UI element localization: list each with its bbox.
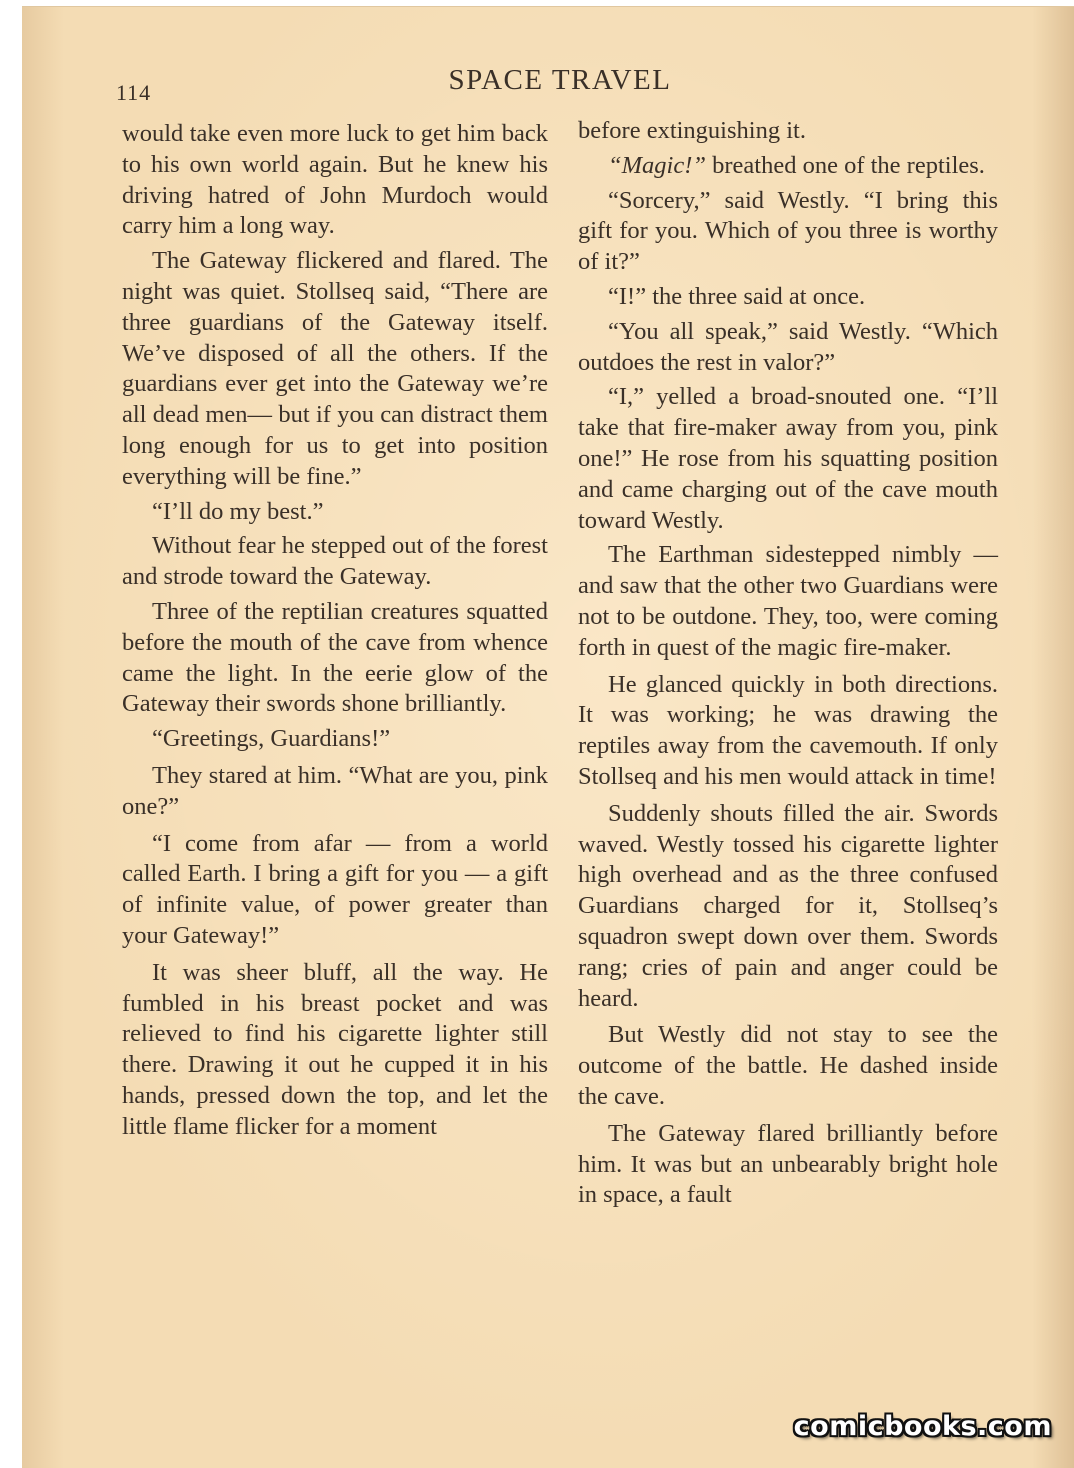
- paragraph: before extinguishing it.: [578, 117, 806, 144]
- paragraph: Three of the reptilian creatures squatted before the mouth of the cave from whence came the light. In the eerie glow of the Gateway their swords shone brilliantly.: [122, 597, 548, 718]
- paragraph: It was sheer bluff, all the way. He fumbled in his breast pocket and was relieved to find his cigarette lighter still there. Drawing it out he cupped it in his hands, pressed down the top, and let the little flame flicker for a moment: [122, 958, 548, 1140]
- page-number: 114: [116, 80, 152, 105]
- paragraph: They stared at him. “What are you, pink one?”: [122, 761, 548, 820]
- paragraph: The Gateway flickered and flared. The night was quiet. Stollseq said, “There are three guardians of the Gateway itself. We’ve disposed of all the others. If the guardians ever get into the Gateway we’re all dead men— but if you can distract them long enough for us to get into position everything will be fine.”: [122, 247, 548, 490]
- paragraph: “I’ll do my best.”: [152, 497, 324, 525]
- watermark-logo: comicbooks.com: [793, 1411, 1052, 1442]
- paragraph: “Sorcery,” said Westly. “I bring this gift for you. Which of you three is worthy of it?”: [578, 186, 998, 276]
- emphasis-text: “Magic!”: [608, 151, 706, 179]
- paragraph: Suddenly shouts filled the air. Swords waved. Westly tossed his cigarette lighter high overhead and as the three confused Guardians charged for it, Stollseq’s squadron swept down over them. Swords rang; cries of pain and anger could be heard.: [578, 799, 998, 1012]
- paragraph: The Earthman sidestepped nimbly — and saw that the other two Guardians were not to be outdone. They, too, were coming forth in quest of the magic fire-maker.: [578, 541, 998, 661]
- paragraph-text: breathed one of the reptiles.: [706, 151, 985, 179]
- paragraph: would take even more luck to get him back to his own world again. But he knew his driving hatred of John Murdoch would carry him a long way.: [122, 120, 548, 240]
- paragraph: But Westly did not stay to see the outcome of the battle. He dashed inside the cave.: [578, 1021, 998, 1110]
- paragraph: [578, 151, 998, 182]
- left-text-column: [122, 119, 548, 1147]
- paragraph: He glanced quickly in both directions. It was working; he was drawing the reptiles away from the cavemouth. If only Stollseq and his men would attack in time!: [578, 670, 998, 790]
- right-text-column: [578, 116, 998, 1215]
- paragraph: “I,” yelled a broad-snouted one. “I’ll take that fire-maker away from you, pink one!” He rose from his squatting position and came charging out of the cave mouth toward Westly.: [578, 383, 998, 534]
- paragraph: The Gateway flared brilliantly before him. It was but an unbearably bright hole in space, a fault: [578, 1119, 998, 1209]
- running-header-title: SPACE TRAVEL: [448, 64, 672, 96]
- paragraph: “You all speak,” said Westly. “Which outdoes the rest in valor?”: [578, 317, 998, 376]
- paragraph: “I come from afar — from a world called Earth. I bring a gift for you — a gift of infinite value, of power greater than your Gateway!”: [122, 829, 548, 949]
- paragraph: Without fear he stepped out of the forest and strode toward the Gateway.: [122, 532, 548, 591]
- paragraph: “I!” the three said at once.: [608, 282, 866, 310]
- paragraph: “Greetings, Guardians!”: [152, 725, 391, 753]
